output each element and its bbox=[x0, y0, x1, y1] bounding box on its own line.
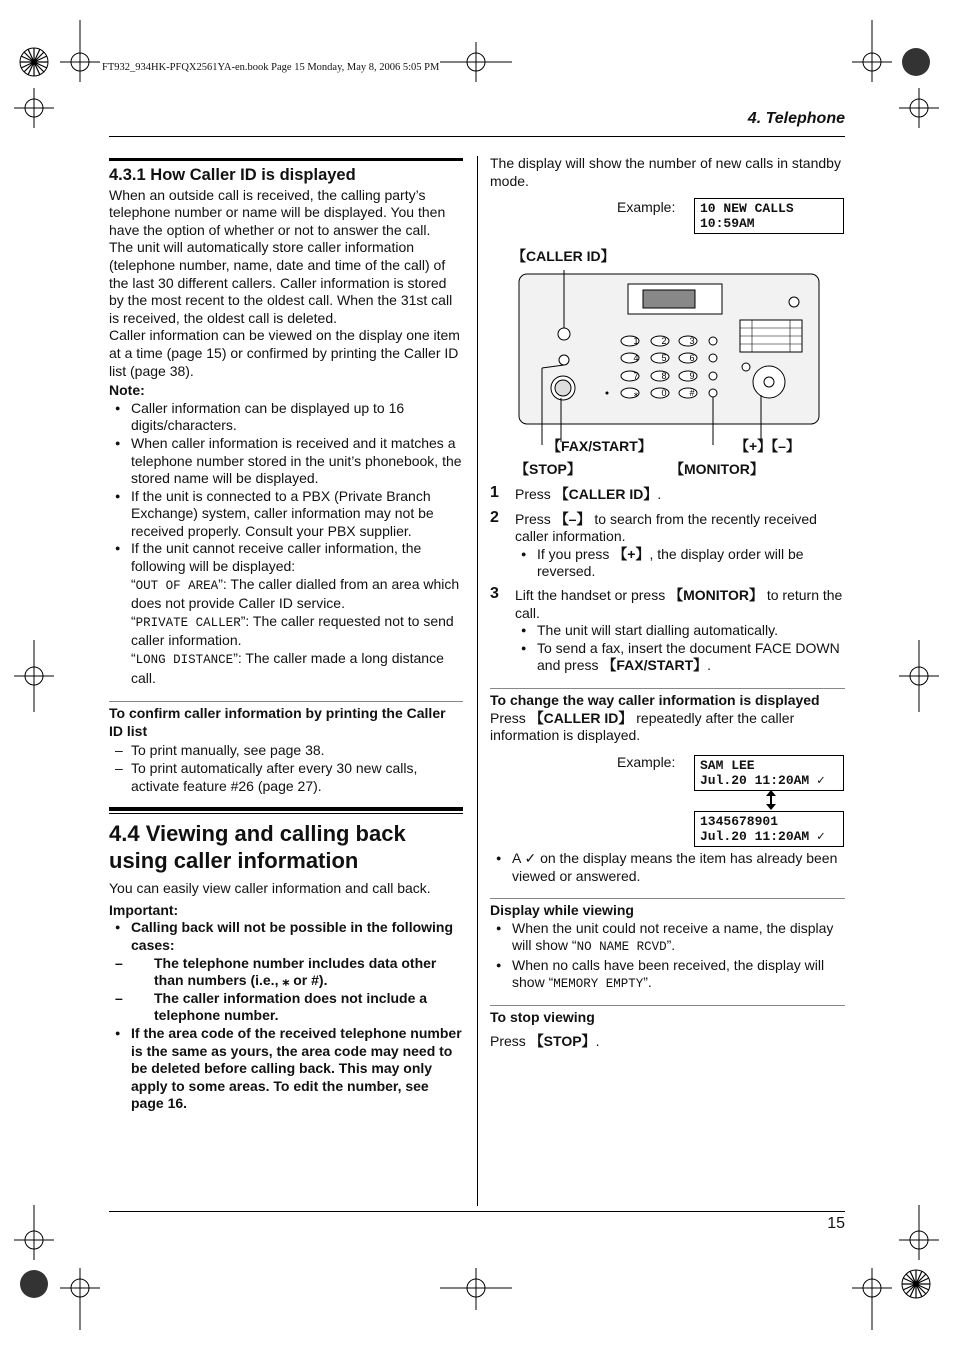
text: . bbox=[657, 486, 662, 502]
private-caller-desc: : The caller requested not to send caller information. bbox=[131, 612, 454, 649]
confirm-list bbox=[109, 742, 463, 795]
key-3: 3 bbox=[689, 336, 695, 346]
intro-text: The display will show the number of new calls in standby mode. bbox=[490, 155, 841, 189]
key-8: 8 bbox=[661, 371, 667, 381]
subsection-rule bbox=[490, 1005, 845, 1006]
key-4: 4 bbox=[633, 353, 639, 363]
memory-empty-code: MEMORY EMPTY bbox=[553, 977, 644, 992]
list-item bbox=[490, 957, 845, 994]
plus-key: 【+】 bbox=[613, 545, 650, 562]
paragraph: When an outside call is received, the calling party’s telephone number or name will be displayed. You then have the option of whether or not to answer the call. bbox=[109, 186, 446, 238]
list-item: – To print manually, see page 38. bbox=[109, 742, 463, 760]
text: When no calls have been received, the display will show “ bbox=[512, 956, 825, 991]
section-intro: You can easily view caller information and call back. bbox=[109, 880, 431, 897]
key-7: 7 bbox=[633, 371, 639, 381]
section-rule bbox=[109, 807, 463, 811]
list-item: ● Caller information can be displayed up to 16 digits/characters. bbox=[109, 400, 463, 435]
check-note-block bbox=[490, 850, 845, 885]
footer-rule bbox=[109, 1211, 845, 1212]
text: Press bbox=[515, 486, 555, 502]
list-item: ● If the unit is connected to a PBX (Private Branch Exchange) system, caller information may not be received properly. Consult your PBX supplier. bbox=[109, 488, 463, 541]
display-title: Display while viewing bbox=[490, 902, 634, 918]
subsection-rule bbox=[490, 898, 845, 899]
list-item: ● The unit will start dialling automatically. bbox=[515, 622, 845, 640]
text: to return the call. bbox=[515, 586, 843, 621]
step-list bbox=[490, 486, 845, 675]
list-item: – To print automatically after every 30 new calls, activate feature #26 (page 27). bbox=[109, 760, 463, 795]
text: When the unit could not receive a name, the display will show “ bbox=[512, 919, 834, 954]
key-hash: # bbox=[689, 388, 695, 398]
text: ”. bbox=[666, 937, 676, 954]
key-9: 9 bbox=[689, 371, 695, 381]
key-1: 1 bbox=[633, 336, 639, 346]
step-number: 3 bbox=[490, 584, 499, 602]
steps-block bbox=[490, 486, 845, 675]
note-list bbox=[109, 400, 463, 688]
lcd-line: SAM LEE bbox=[700, 758, 755, 773]
key-5: 5 bbox=[661, 353, 667, 363]
text: Press bbox=[490, 709, 530, 726]
note-label: Note: bbox=[109, 382, 145, 399]
display-viewing-block bbox=[490, 902, 845, 994]
paragraph: The unit will automatically store caller information (telephone number, name, date and time of the call) of the last 30 different callers. Caller information is stored by the most recent to the oldest call. When the 31st call is received, the oldest call is deleted. bbox=[109, 239, 453, 326]
important-label: Important: bbox=[109, 901, 179, 918]
monitor-label: 【MONITOR】 bbox=[670, 461, 764, 477]
change-display-block bbox=[490, 692, 845, 745]
check-note-list bbox=[490, 850, 845, 885]
text: , the display order will be reversed. bbox=[537, 545, 804, 580]
list-item: – The telephone number includes data other than numbers (i.e., ⁎ or #). bbox=[109, 955, 463, 990]
text: To send a fax, insert the document FACE DOWN and press bbox=[537, 639, 840, 674]
subsection-rule bbox=[490, 688, 845, 689]
step-number: 2 bbox=[490, 508, 499, 526]
step2-bullets bbox=[515, 546, 845, 581]
list-item bbox=[515, 546, 845, 581]
text: Press bbox=[490, 1032, 530, 1049]
long-distance-desc: : The caller made a long distance call. bbox=[131, 650, 444, 686]
example-label: Example: bbox=[617, 199, 676, 215]
left-column bbox=[109, 158, 463, 1113]
out-of-area-code: OUT OF AREA bbox=[135, 578, 219, 593]
fax-panel-illustration bbox=[516, 270, 846, 445]
list-item bbox=[515, 640, 845, 675]
list-item: – The caller information does not include a telephone number. bbox=[109, 990, 463, 1025]
lcd-line: Jul.20 11:20AM ✓ bbox=[700, 829, 825, 844]
stop-title: To stop viewing bbox=[490, 1009, 595, 1025]
note4-text: If the unit cannot receive caller information, the following will be displayed: bbox=[131, 540, 422, 575]
caller-id-key: 【CALLER ID】 bbox=[554, 486, 658, 502]
change-title: To change the way caller information is displayed bbox=[490, 692, 820, 708]
fax-start-key: 【FAX/START】 bbox=[602, 657, 708, 674]
key-2: 2 bbox=[661, 336, 667, 346]
caller-id-key: 【CALLER ID】 bbox=[529, 709, 633, 726]
monitor-key: 【MONITOR】 bbox=[669, 586, 763, 603]
stop-label: 【STOP】 bbox=[515, 461, 581, 477]
key-0: 0 bbox=[661, 388, 667, 398]
important-sublist bbox=[109, 955, 463, 1025]
lcd-line: 10 NEW CALLS bbox=[700, 201, 794, 216]
subsection-rule bbox=[109, 701, 463, 702]
text: to search from the recently received caller information. bbox=[515, 510, 817, 545]
list-item: ● When caller information is received and it matches a telephone number stored in the unit’s phonebook, the stored name will be displayed. bbox=[109, 435, 463, 488]
change-text bbox=[490, 710, 845, 745]
display-list bbox=[490, 920, 845, 994]
plus-minus-label: 【+】【–】 bbox=[735, 438, 800, 454]
out-of-area-desc: : The caller dialled from an area which does not provide Caller ID service. bbox=[131, 575, 460, 612]
confirm-title: To confirm caller information by printing the Caller ID list bbox=[109, 705, 446, 739]
text: ”. bbox=[643, 974, 652, 991]
list-item bbox=[490, 920, 845, 957]
key-6: 6 bbox=[689, 353, 695, 363]
lcd-new-calls bbox=[694, 198, 844, 234]
caller-id-label: 【CALLER ID】 bbox=[512, 248, 615, 264]
lcd-line: 10:59AM bbox=[700, 216, 755, 231]
step-1 bbox=[490, 486, 845, 504]
important-list bbox=[109, 919, 463, 1113]
lcd-line: Jul.20 11:20AM ✓ bbox=[700, 773, 825, 788]
page-number: 15 bbox=[827, 1215, 845, 1232]
minus-key: 【–】 bbox=[554, 510, 591, 527]
text: If you press bbox=[537, 545, 614, 562]
text: . bbox=[595, 1032, 600, 1049]
no-name-code: NO NAME RCVD bbox=[576, 940, 667, 955]
column-divider bbox=[477, 156, 478, 1206]
example-label: Example: bbox=[617, 754, 676, 770]
long-distance-code: LONG DISTANCE bbox=[135, 653, 234, 668]
step-2 bbox=[490, 508, 845, 581]
up-down-arrow-icon bbox=[764, 790, 778, 810]
lcd-name-view bbox=[694, 755, 844, 791]
stop-viewing-block bbox=[490, 1009, 845, 1050]
private-caller-code: PRIVATE CALLER bbox=[135, 615, 241, 630]
chapter-title: 4. Telephone bbox=[747, 110, 845, 127]
paragraph: Caller information can be viewed on the display one item at a time (page 15) or confirmed by printing the Caller ID list (page 38). bbox=[109, 327, 460, 379]
list-item: ● If the unit cannot receive caller information, the following will be displayed: “OUT OF AREA”: The caller dialled from an area which does not provide Caller ID service. “PRIVATE CALLER”: The caller requested not to send caller information. “LONG DISTANCE”: The caller made a long distance call. bbox=[109, 540, 463, 687]
lcd-number-view bbox=[694, 811, 844, 847]
header-rule bbox=[109, 136, 845, 137]
list-item: ● A ✓ on the display means the item has already been viewed or answered. bbox=[490, 850, 845, 885]
step-3 bbox=[490, 584, 845, 675]
step-number: 1 bbox=[490, 484, 499, 501]
step3-bullets bbox=[515, 622, 845, 675]
text: repeatedly after the caller information is displayed. bbox=[490, 709, 795, 744]
stop-key: 【STOP】 bbox=[529, 1032, 596, 1049]
section-title-4-4: 4.4 Viewing and calling back using caller information bbox=[109, 821, 406, 874]
section-title-4-3-1: 4.3.1 How Caller ID is displayed bbox=[109, 166, 356, 184]
key-star: ⁎ bbox=[633, 388, 639, 398]
stop-text bbox=[490, 1033, 845, 1051]
section-rule-thin bbox=[109, 813, 463, 814]
section-rule bbox=[109, 158, 463, 161]
text: Press bbox=[515, 510, 555, 527]
text: Lift the handset or press bbox=[515, 586, 670, 603]
text: . bbox=[707, 657, 712, 674]
important1-text: Calling back will not be possible in the following cases: bbox=[131, 919, 454, 953]
lcd-line: 1345678901 bbox=[700, 814, 779, 829]
list-item: ● If the area code of the received telephone number is the same as yours, the area code may need to be deleted before calling back. This may only apply to some areas. To edit the number, see page 16. bbox=[109, 1025, 463, 1113]
file-info: FT932_934HK-PFQX2561YA-en.book Page 15 Monday, May 8, 2006 5:05 PM bbox=[102, 62, 440, 73]
fax-start-label: 【FAX/START】 bbox=[547, 438, 652, 454]
list-item bbox=[109, 919, 463, 1025]
